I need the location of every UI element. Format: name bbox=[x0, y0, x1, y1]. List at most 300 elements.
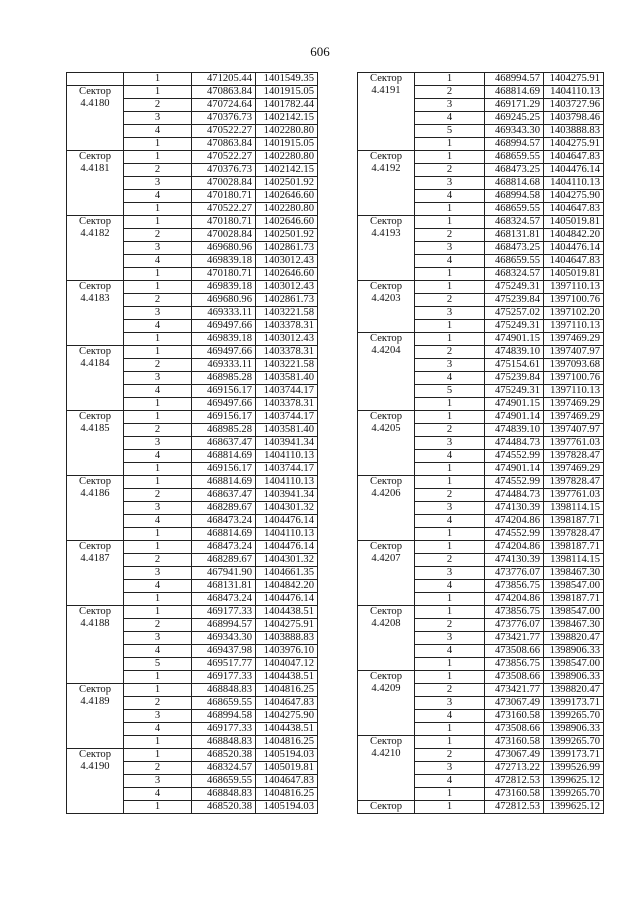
coordinate-x: 468848.83 bbox=[192, 736, 256, 749]
point-number: 3 bbox=[124, 632, 192, 645]
coordinate-y: 1403221.58 bbox=[256, 307, 318, 320]
coordinate-x: 468289.67 bbox=[192, 502, 256, 515]
coordinate-y: 1402142.15 bbox=[256, 112, 318, 125]
point-number: 3 bbox=[124, 710, 192, 723]
coordinate-x: 469497.66 bbox=[192, 346, 256, 359]
coordinate-x: 474552.99 bbox=[485, 476, 544, 489]
sector-label: Сектор bbox=[370, 216, 402, 227]
coordinate-x: 468473.25 bbox=[485, 242, 544, 255]
coordinate-y: 1404110.13 bbox=[544, 86, 604, 99]
sector-label: Сектор bbox=[370, 476, 402, 487]
coordinate-x: 469333.11 bbox=[192, 307, 256, 320]
point-number: 1 bbox=[124, 541, 192, 554]
coordinate-x: 472812.53 bbox=[485, 801, 544, 814]
sector-id: 4.4184 bbox=[80, 358, 110, 369]
coordinate-y: 1404476.14 bbox=[256, 515, 318, 528]
coordinate-x: 474839.10 bbox=[485, 424, 544, 437]
point-number: 1 bbox=[124, 268, 192, 281]
point-number: 5 bbox=[124, 658, 192, 671]
coordinate-y: 1398820.47 bbox=[544, 684, 604, 697]
coordinate-y: 1398906.33 bbox=[544, 723, 604, 736]
coordinate-y: 1403378.31 bbox=[256, 398, 318, 411]
coordinate-y: 1403378.31 bbox=[256, 320, 318, 333]
sector-label: Сектор bbox=[79, 476, 111, 487]
point-number: 2 bbox=[415, 164, 485, 177]
point-number: 1 bbox=[124, 671, 192, 684]
point-number: 1 bbox=[415, 606, 485, 619]
sector-cell bbox=[67, 86, 124, 151]
coordinate-x: 474204.86 bbox=[485, 541, 544, 554]
point-number: 4 bbox=[415, 580, 485, 593]
coordinate-x: 468814.69 bbox=[192, 528, 256, 541]
coordinate-y: 1403941.34 bbox=[256, 489, 318, 502]
coordinate-x: 468848.83 bbox=[192, 788, 256, 801]
coordinate-x: 468814.69 bbox=[485, 86, 544, 99]
coordinate-x: 475154.61 bbox=[485, 359, 544, 372]
point-number: 3 bbox=[124, 437, 192, 450]
table-row bbox=[67, 476, 318, 489]
coordinate-x: 469437.98 bbox=[192, 645, 256, 658]
point-number: 1 bbox=[124, 73, 192, 86]
coordinate-y: 1402861.73 bbox=[256, 294, 318, 307]
point-number: 2 bbox=[415, 346, 485, 359]
sector-id: 4.4208 bbox=[371, 618, 401, 629]
point-number: 2 bbox=[124, 359, 192, 372]
coordinate-x: 470028.84 bbox=[192, 229, 256, 242]
coordinate-x: 468473.24 bbox=[192, 541, 256, 554]
point-number: 4 bbox=[415, 645, 485, 658]
coordinate-y: 1403744.17 bbox=[256, 385, 318, 398]
point-number: 4 bbox=[124, 255, 192, 268]
point-number: 2 bbox=[124, 424, 192, 437]
coordinate-y: 1399265.70 bbox=[544, 710, 604, 723]
sector-id: 4.4180 bbox=[80, 98, 110, 109]
table-row bbox=[358, 476, 604, 489]
point-number: 2 bbox=[124, 99, 192, 112]
table-row bbox=[67, 541, 318, 554]
sector-cell bbox=[67, 749, 124, 814]
coordinate-y: 1404816.25 bbox=[256, 684, 318, 697]
coordinate-y: 1398187.71 bbox=[544, 593, 604, 606]
point-number: 2 bbox=[124, 489, 192, 502]
point-number: 1 bbox=[415, 216, 485, 229]
coordinate-y: 1404438.51 bbox=[256, 606, 318, 619]
sector-id: 4.4204 bbox=[371, 345, 401, 356]
coordinate-y: 1398547.00 bbox=[544, 606, 604, 619]
point-number: 3 bbox=[124, 775, 192, 788]
point-number: 5 bbox=[415, 385, 485, 398]
coordinate-x: 468659.55 bbox=[485, 203, 544, 216]
coordinate-x: 470180.71 bbox=[192, 268, 256, 281]
table-row bbox=[358, 281, 604, 294]
coordinate-x: 473160.58 bbox=[485, 788, 544, 801]
coordinate-x: 474130.39 bbox=[485, 554, 544, 567]
coordinate-y: 1397828.47 bbox=[544, 528, 604, 541]
coordinate-x: 474901.15 bbox=[485, 398, 544, 411]
coordinate-x: 469171.29 bbox=[485, 99, 544, 112]
coordinate-x: 468659.55 bbox=[485, 151, 544, 164]
point-number: 4 bbox=[124, 788, 192, 801]
coordinate-x: 468473.24 bbox=[192, 515, 256, 528]
coordinate-x: 469177.33 bbox=[192, 606, 256, 619]
table-row bbox=[358, 333, 604, 346]
point-number: 1 bbox=[415, 723, 485, 736]
coordinate-y: 1404275.90 bbox=[256, 710, 318, 723]
point-number: 1 bbox=[124, 86, 192, 99]
coordinate-x: 473776.07 bbox=[485, 619, 544, 632]
sector-cell bbox=[358, 801, 415, 814]
coordinate-y: 1397102.20 bbox=[544, 307, 604, 320]
table-row bbox=[67, 216, 318, 229]
coordinate-y: 1402280.80 bbox=[256, 125, 318, 138]
coordinate-x: 474901.15 bbox=[485, 333, 544, 346]
coordinate-y: 1403888.83 bbox=[544, 125, 604, 138]
coordinate-x: 474839.10 bbox=[485, 346, 544, 359]
coordinate-x: 468994.57 bbox=[485, 138, 544, 151]
table-row bbox=[358, 411, 604, 424]
coordinate-y: 1399173.71 bbox=[544, 697, 604, 710]
table-row bbox=[358, 801, 604, 814]
sector-label: Сектор bbox=[370, 281, 402, 292]
coordinate-x: 470376.73 bbox=[192, 164, 256, 177]
point-number: 2 bbox=[415, 489, 485, 502]
coordinate-x: 469517.77 bbox=[192, 658, 256, 671]
coordinate-y: 1404647.83 bbox=[544, 255, 604, 268]
sector-id: 4.4186 bbox=[80, 488, 110, 499]
coordinate-y: 1405194.03 bbox=[256, 801, 318, 814]
point-number: 3 bbox=[415, 307, 485, 320]
point-number: 4 bbox=[124, 450, 192, 463]
point-number: 4 bbox=[124, 645, 192, 658]
point-number: 4 bbox=[124, 125, 192, 138]
sector-label: Сектор bbox=[79, 86, 111, 97]
coordinate-y: 1398187.71 bbox=[544, 515, 604, 528]
coordinate-y: 1404476.14 bbox=[544, 242, 604, 255]
point-number: 3 bbox=[124, 372, 192, 385]
point-number: 2 bbox=[124, 554, 192, 567]
coordinate-y: 1398820.47 bbox=[544, 632, 604, 645]
coordinate-y: 1397761.03 bbox=[544, 489, 604, 502]
coordinate-x: 470724.64 bbox=[192, 99, 256, 112]
point-number: 1 bbox=[415, 593, 485, 606]
coordinate-y: 1399625.12 bbox=[544, 801, 604, 814]
coordinate-x: 473776.07 bbox=[485, 567, 544, 580]
point-number: 2 bbox=[415, 424, 485, 437]
coordinate-y: 1403976.10 bbox=[256, 645, 318, 658]
coordinate-y: 1404275.91 bbox=[544, 138, 604, 151]
coordinate-x: 468131.81 bbox=[192, 580, 256, 593]
coordinate-x: 473856.75 bbox=[485, 580, 544, 593]
point-number: 3 bbox=[415, 242, 485, 255]
coordinate-x: 468637.47 bbox=[192, 437, 256, 450]
coordinate-y: 1403581.40 bbox=[256, 424, 318, 437]
coordinate-y: 1403744.17 bbox=[256, 463, 318, 476]
coordinate-x: 473160.58 bbox=[485, 710, 544, 723]
coordinate-y: 1404301.32 bbox=[256, 502, 318, 515]
coordinate-x: 468324.57 bbox=[485, 268, 544, 281]
coordinate-x: 474901.14 bbox=[485, 411, 544, 424]
point-number: 3 bbox=[124, 177, 192, 190]
point-number: 4 bbox=[415, 255, 485, 268]
point-number: 1 bbox=[415, 138, 485, 151]
point-number: 2 bbox=[124, 619, 192, 632]
point-number: 1 bbox=[415, 801, 485, 814]
sector-cell bbox=[67, 541, 124, 606]
point-number: 2 bbox=[124, 697, 192, 710]
coordinate-x: 468659.55 bbox=[192, 775, 256, 788]
coordinate-x: 469839.18 bbox=[192, 255, 256, 268]
coordinate-x: 468994.57 bbox=[192, 619, 256, 632]
coordinate-x: 469177.33 bbox=[192, 723, 256, 736]
coordinate-y: 1398114.15 bbox=[544, 554, 604, 567]
coordinate-y: 1404647.83 bbox=[256, 775, 318, 788]
coordinate-y: 1402646.60 bbox=[256, 268, 318, 281]
coordinate-x: 474901.14 bbox=[485, 463, 544, 476]
point-number: 1 bbox=[415, 736, 485, 749]
coordinate-x: 470863.84 bbox=[192, 86, 256, 99]
coordinate-x: 468473.24 bbox=[192, 593, 256, 606]
coordinate-y: 1402861.73 bbox=[256, 242, 318, 255]
sector-cell bbox=[358, 476, 415, 541]
coordinate-y: 1399526.99 bbox=[544, 762, 604, 775]
point-number: 3 bbox=[124, 112, 192, 125]
point-number: 1 bbox=[415, 671, 485, 684]
coordinate-y: 1404275.91 bbox=[256, 619, 318, 632]
sector-cell bbox=[67, 151, 124, 216]
coordinate-x: 468659.55 bbox=[192, 697, 256, 710]
coordinate-x: 472812.53 bbox=[485, 775, 544, 788]
sector-cell bbox=[358, 73, 415, 151]
coordinate-y: 1403012.43 bbox=[256, 281, 318, 294]
coordinate-y: 1397100.76 bbox=[544, 372, 604, 385]
sector-cell bbox=[67, 216, 124, 281]
coordinate-y: 1397093.68 bbox=[544, 359, 604, 372]
coordinate-y: 1398547.00 bbox=[544, 580, 604, 593]
sector-cell bbox=[358, 411, 415, 476]
point-number: 1 bbox=[124, 203, 192, 216]
coordinate-y: 1405019.81 bbox=[544, 268, 604, 281]
point-number: 4 bbox=[415, 775, 485, 788]
coordinate-y: 1404816.25 bbox=[256, 736, 318, 749]
coordinate-x: 474204.86 bbox=[485, 515, 544, 528]
coordinate-y: 1402646.60 bbox=[256, 190, 318, 203]
coordinate-y: 1397828.47 bbox=[544, 450, 604, 463]
coordinate-y: 1398467.30 bbox=[544, 567, 604, 580]
coordinate-x: 469333.11 bbox=[192, 359, 256, 372]
point-number: 1 bbox=[415, 398, 485, 411]
coordinate-x: 468324.57 bbox=[192, 762, 256, 775]
point-number: 4 bbox=[124, 515, 192, 528]
coordinate-y: 1397110.13 bbox=[544, 385, 604, 398]
point-number: 1 bbox=[415, 333, 485, 346]
point-number: 1 bbox=[415, 281, 485, 294]
point-number: 3 bbox=[415, 697, 485, 710]
coordinate-y: 1404476.14 bbox=[256, 541, 318, 554]
point-number: 4 bbox=[124, 385, 192, 398]
point-number: 1 bbox=[415, 541, 485, 554]
coordinate-y: 1399625.12 bbox=[544, 775, 604, 788]
coordinate-x: 474130.39 bbox=[485, 502, 544, 515]
sector-label: Сектор bbox=[370, 73, 402, 84]
table-row bbox=[67, 86, 318, 99]
coordinate-y: 1397469.29 bbox=[544, 333, 604, 346]
point-number: 1 bbox=[415, 151, 485, 164]
coordinate-y: 1404816.25 bbox=[256, 788, 318, 801]
point-number: 3 bbox=[415, 762, 485, 775]
coordinate-y: 1401549.35 bbox=[256, 73, 318, 86]
point-number: 1 bbox=[124, 528, 192, 541]
coordinate-y: 1397407.97 bbox=[544, 424, 604, 437]
coordinate-y: 1403221.58 bbox=[256, 359, 318, 372]
sector-label: Сектор bbox=[370, 333, 402, 344]
coordinate-y: 1399173.71 bbox=[544, 749, 604, 762]
table-row bbox=[67, 281, 318, 294]
coordinate-y: 1399265.70 bbox=[544, 736, 604, 749]
coordinate-x: 469156.17 bbox=[192, 411, 256, 424]
sector-id: 4.4190 bbox=[80, 761, 110, 772]
coordinate-y: 1404438.51 bbox=[256, 671, 318, 684]
table-row bbox=[358, 73, 604, 86]
coordinate-y: 1405019.81 bbox=[256, 762, 318, 775]
coordinate-x: 470180.71 bbox=[192, 190, 256, 203]
sector-cell bbox=[67, 684, 124, 749]
sector-label: Сектор bbox=[370, 671, 402, 682]
point-number: 3 bbox=[124, 502, 192, 515]
coordinate-y: 1404476.14 bbox=[256, 593, 318, 606]
coordinate-y: 1404110.13 bbox=[256, 476, 318, 489]
table-row bbox=[67, 73, 318, 86]
coordinate-y: 1402501.92 bbox=[256, 177, 318, 190]
sector-label: Сектор bbox=[79, 216, 111, 227]
point-number: 1 bbox=[124, 411, 192, 424]
coordinate-x: 468848.83 bbox=[192, 684, 256, 697]
coordinate-y: 1403888.83 bbox=[256, 632, 318, 645]
point-number: 2 bbox=[124, 294, 192, 307]
coordinate-y: 1404476.14 bbox=[544, 164, 604, 177]
coordinate-x: 470522.27 bbox=[192, 125, 256, 138]
coordinate-y: 1403744.17 bbox=[256, 411, 318, 424]
point-number: 4 bbox=[415, 515, 485, 528]
coordinate-y: 1398114.15 bbox=[544, 502, 604, 515]
coordinate-x: 473067.49 bbox=[485, 749, 544, 762]
table-row bbox=[358, 216, 604, 229]
coordinate-y: 1397469.29 bbox=[544, 398, 604, 411]
coordinate-y: 1404110.13 bbox=[256, 450, 318, 463]
sector-id: 4.4192 bbox=[371, 163, 401, 174]
coordinate-y: 1397110.13 bbox=[544, 320, 604, 333]
coordinate-x: 473508.66 bbox=[485, 645, 544, 658]
sector-id: 4.4205 bbox=[371, 423, 401, 434]
coordinate-x: 469177.33 bbox=[192, 671, 256, 684]
point-number: 2 bbox=[415, 749, 485, 762]
table-row bbox=[67, 606, 318, 619]
point-number: 1 bbox=[415, 203, 485, 216]
coordinate-x: 469156.17 bbox=[192, 385, 256, 398]
coordinate-x: 470180.71 bbox=[192, 216, 256, 229]
point-number: 1 bbox=[124, 606, 192, 619]
point-number: 1 bbox=[124, 281, 192, 294]
sector-cell bbox=[67, 411, 124, 476]
sector-label: Сектор bbox=[79, 606, 111, 617]
coordinate-y: 1404647.83 bbox=[544, 151, 604, 164]
coordinates-table-left bbox=[66, 72, 318, 814]
coordinate-x: 469343.30 bbox=[192, 632, 256, 645]
coordinate-x: 469839.18 bbox=[192, 333, 256, 346]
coordinate-y: 1397469.29 bbox=[544, 463, 604, 476]
coordinate-x: 468994.58 bbox=[485, 190, 544, 203]
coordinate-x: 473508.66 bbox=[485, 671, 544, 684]
point-number: 4 bbox=[415, 190, 485, 203]
table-row bbox=[358, 606, 604, 619]
point-number: 3 bbox=[415, 437, 485, 450]
coordinate-y: 1403798.46 bbox=[544, 112, 604, 125]
coordinate-y: 1403941.34 bbox=[256, 437, 318, 450]
coordinate-y: 1397828.47 bbox=[544, 476, 604, 489]
sector-id: 4.4182 bbox=[80, 228, 110, 239]
coordinate-x: 472713.22 bbox=[485, 762, 544, 775]
sector-id: 4.4209 bbox=[371, 683, 401, 694]
table-row bbox=[358, 541, 604, 554]
coordinate-y: 1398906.33 bbox=[544, 645, 604, 658]
point-number: 3 bbox=[415, 567, 485, 580]
point-number: 1 bbox=[415, 463, 485, 476]
coordinate-y: 1397761.03 bbox=[544, 437, 604, 450]
point-number: 3 bbox=[415, 359, 485, 372]
point-number: 1 bbox=[415, 411, 485, 424]
coordinate-y: 1402280.80 bbox=[256, 151, 318, 164]
point-number: 1 bbox=[124, 398, 192, 411]
point-number: 2 bbox=[415, 86, 485, 99]
sector-id: 4.4185 bbox=[80, 423, 110, 434]
sector-label: Сектор bbox=[370, 541, 402, 552]
point-number: 1 bbox=[124, 801, 192, 814]
coordinate-x: 469343.30 bbox=[485, 125, 544, 138]
coordinate-y: 1404438.51 bbox=[256, 723, 318, 736]
coordinate-x: 470522.27 bbox=[192, 151, 256, 164]
point-number: 1 bbox=[124, 476, 192, 489]
point-number: 1 bbox=[415, 788, 485, 801]
point-number: 4 bbox=[124, 190, 192, 203]
sector-cell bbox=[358, 333, 415, 411]
sector-label: Сектор bbox=[370, 606, 402, 617]
coordinate-x: 469245.25 bbox=[485, 112, 544, 125]
coordinate-y: 1399265.70 bbox=[544, 788, 604, 801]
coordinate-x: 475257.02 bbox=[485, 307, 544, 320]
coordinate-y: 1404110.13 bbox=[256, 528, 318, 541]
point-number: 1 bbox=[124, 749, 192, 762]
point-number: 2 bbox=[124, 164, 192, 177]
sector-id: 4.4193 bbox=[371, 228, 401, 239]
coordinate-x: 474484.73 bbox=[485, 489, 544, 502]
coordinate-x: 475239.84 bbox=[485, 294, 544, 307]
point-number: 3 bbox=[124, 307, 192, 320]
coordinate-y: 1398906.33 bbox=[544, 671, 604, 684]
coordinate-x: 468289.67 bbox=[192, 554, 256, 567]
coordinate-y: 1404647.83 bbox=[544, 203, 604, 216]
coordinate-x: 475249.31 bbox=[485, 320, 544, 333]
coordinate-x: 469680.96 bbox=[192, 242, 256, 255]
coordinate-x: 473160.58 bbox=[485, 736, 544, 749]
sector-id: 4.4183 bbox=[80, 293, 110, 304]
coordinate-y: 1404275.91 bbox=[544, 73, 604, 86]
sector-label: Сектор bbox=[370, 801, 402, 812]
coordinate-y: 1403012.43 bbox=[256, 333, 318, 346]
point-number: 1 bbox=[415, 73, 485, 86]
coordinate-y: 1404275.90 bbox=[544, 190, 604, 203]
coordinate-x: 473856.75 bbox=[485, 606, 544, 619]
coordinate-x: 474552.99 bbox=[485, 528, 544, 541]
point-number: 3 bbox=[124, 567, 192, 580]
